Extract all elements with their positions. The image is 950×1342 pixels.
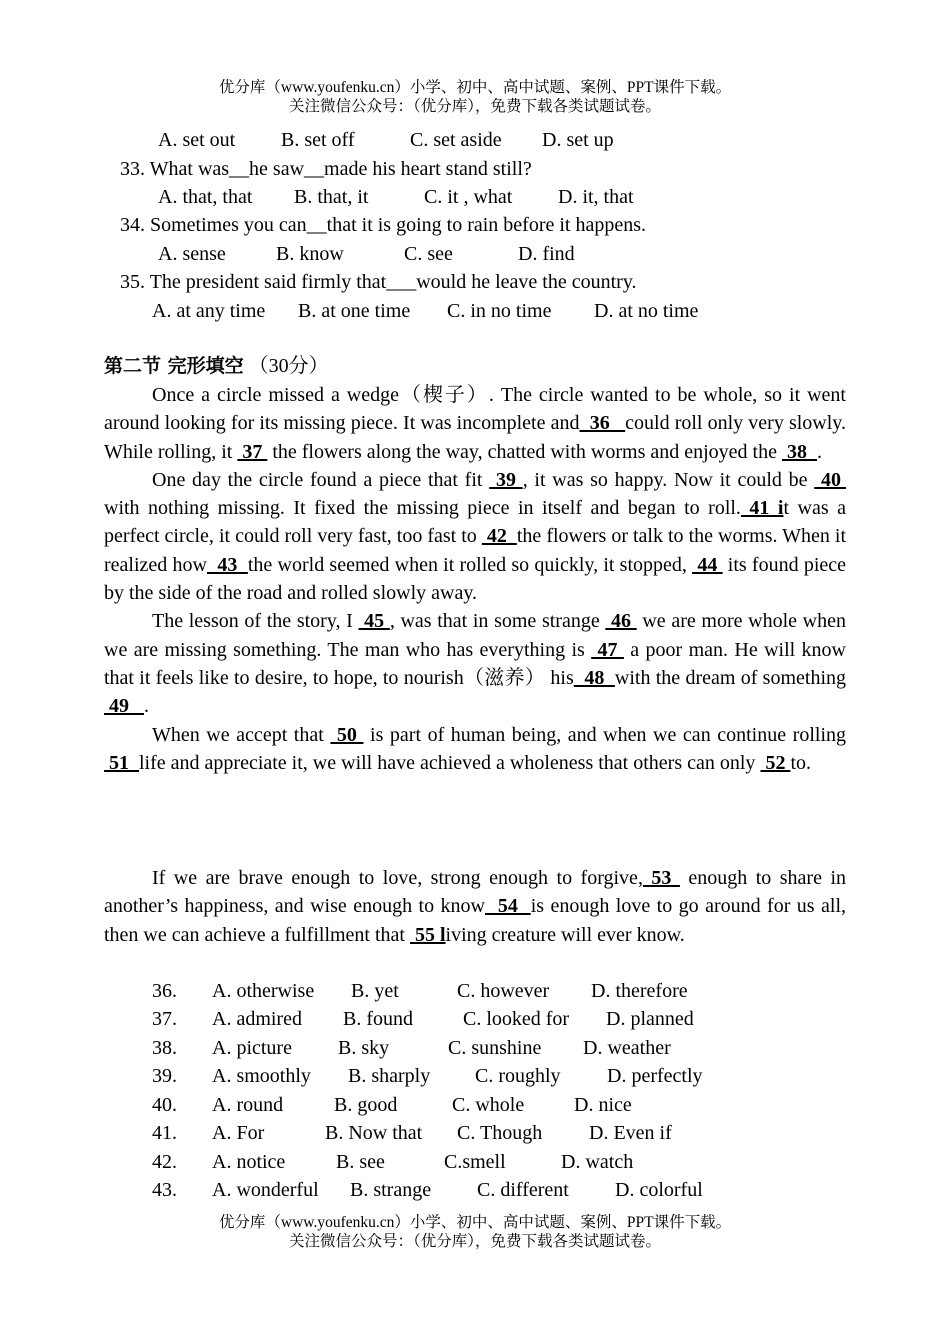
q35-option-c: C. in no time <box>447 300 552 322</box>
passage-paragraph-2 <box>104 466 846 607</box>
blank-36: 36 <box>579 412 626 435</box>
option-b: B. yet <box>351 980 399 1002</box>
passage-text: the world seemed when it rolled so quickly, it stopped, <box>247 553 693 576</box>
blank-44: 44 <box>692 553 723 576</box>
page-footer <box>0 1213 950 1251</box>
q33-option-a: A. that, that <box>158 186 253 208</box>
cloze-passage <box>104 381 846 777</box>
option-c: C. Though <box>457 1122 543 1144</box>
passage-paragraph-4 <box>104 721 846 778</box>
option-c: C. whole <box>452 1094 525 1116</box>
passage-text: is enough love to go around for us all, then we can achieve a fulfillment that <box>104 895 847 946</box>
blank-48: 48 <box>573 666 615 689</box>
option-a: A. otherwise <box>212 980 315 1002</box>
question-35-stem: 35. The president said firmly that___would he leave the country. <box>120 271 637 293</box>
blank-40: 40 <box>814 468 847 491</box>
answer-number: 37. <box>152 1008 177 1030</box>
option-a: A. picture <box>212 1037 292 1059</box>
option-c: C.smell <box>444 1151 506 1173</box>
q35-option-b: B. at one time <box>298 300 411 322</box>
passage-text: , it was so happy. Now it could be <box>522 468 815 491</box>
passage-text: When we accept that <box>152 723 331 746</box>
option-a: A. notice <box>212 1151 286 1173</box>
passage-text: If we are brave enough to love, strong enough to forgive, <box>152 867 643 889</box>
blank-53: 53 <box>642 867 680 889</box>
blank-54: 54 <box>484 895 531 918</box>
passage-text: a poor man. He will know that it feels like to desire, to hope, to nourish（滋养） his <box>104 638 847 689</box>
answer-number: 41. <box>152 1122 177 1144</box>
blank-52: 52 <box>760 751 791 774</box>
option-b: B. sharply <box>348 1065 431 1087</box>
passage-text: enough to share in another’s happiness, and wise enough to know <box>104 867 847 918</box>
option-b: B. Now that <box>325 1122 423 1144</box>
passage-text: with the dream of something <box>614 666 846 689</box>
passage-text: Once a circle missed a wedge（楔子）. The circle wanted to be whole, so it went around looking for its missing piece. It was incomplete and <box>104 384 846 435</box>
passage-text: , was that in some strange <box>389 610 606 633</box>
option-c: C. sunshine <box>448 1037 542 1059</box>
q33-option-b: B. that, it <box>294 186 369 208</box>
answer-number: 42. <box>152 1151 177 1173</box>
section-title <box>104 352 329 380</box>
option-c: C. however <box>457 980 550 1002</box>
answer-number: 39. <box>152 1065 177 1087</box>
answer-number: 43. <box>152 1179 177 1201</box>
option-d: D. watch <box>561 1151 634 1173</box>
blank-41: 41 i <box>740 497 784 520</box>
passage-paragraph-5 <box>104 864 846 949</box>
option-a: A. wonderful <box>212 1179 319 1201</box>
q32-option-a: A. set out <box>158 129 236 151</box>
option-d: D. Even if <box>589 1122 672 1144</box>
blank-51: 51 <box>104 751 139 774</box>
q34-option-a: A. sense <box>158 243 226 265</box>
blank-46: 46 <box>605 610 637 633</box>
option-b: B. sky <box>338 1037 390 1059</box>
passage-text: we are more whole when we are missing something. The man who has everything is <box>104 610 846 661</box>
option-c: C. roughly <box>475 1065 561 1087</box>
q34-option-b: B. know <box>276 243 344 265</box>
q35-option-d: D. at no time <box>594 300 699 322</box>
q35-option-a: A. at any time <box>152 300 266 322</box>
passage-text: to. <box>790 751 811 774</box>
question-33-stem: 33. What was__he saw__made his heart stand still? <box>120 158 532 180</box>
header-line-1: 优分库（www.youfenku.cn）小学、初中、高中试题、案例、PPT课件下载。 <box>218 79 732 96</box>
passage-text: iving creature will ever know. <box>445 923 685 946</box>
option-a: A. For <box>212 1122 265 1144</box>
passage-text: life and appreciate it, we will have achieved a wholeness that others can only <box>139 751 761 774</box>
blank-55: 55 l <box>409 923 446 946</box>
option-b: B. see <box>336 1151 385 1173</box>
option-a: A. admired <box>212 1008 302 1030</box>
blank-37: 37 <box>237 440 268 463</box>
q34-option-c: C. see <box>404 243 453 265</box>
blank-45: 45 <box>358 610 390 633</box>
q32-option-b: B. set off <box>281 129 355 151</box>
blank-39: 39 <box>489 468 523 491</box>
cloze-passage-continued <box>104 864 846 949</box>
answer-number: 38. <box>152 1037 177 1059</box>
blank-38: 38 <box>781 440 817 463</box>
option-c: C. different <box>477 1179 569 1201</box>
passage-text: its found piece by the side of the road and rolled slowly away. <box>104 553 847 605</box>
blank-47: 47 <box>591 638 624 661</box>
option-b: B. good <box>334 1094 398 1116</box>
answer-number: 40. <box>152 1094 177 1116</box>
footer-line-2: 关注微信公众号：（优分库），免费下载各类试题试卷。 <box>288 1233 661 1250</box>
option-b: B. strange <box>350 1179 432 1201</box>
option-b: B. found <box>343 1008 413 1030</box>
answer-number: 36. <box>152 980 177 1002</box>
section-score: （30分） <box>248 355 329 377</box>
blank-49: 49 <box>104 695 144 718</box>
option-d: D. perfectly <box>607 1065 703 1087</box>
passage-text: One day the circle found a piece that fit <box>152 468 490 491</box>
question-34-stem: 34. Sometimes you can__that it is going to rain before it happens. <box>120 214 647 236</box>
q34-option-d: D. find <box>518 243 575 265</box>
passage-paragraph-1 <box>104 381 846 466</box>
passage-text: . <box>816 440 822 463</box>
q32-option-c: C. set aside <box>410 129 502 151</box>
blank-50: 50 <box>330 723 364 746</box>
passage-text: t was a perfect circle, it could roll very fast, too fast to <box>104 497 846 548</box>
option-a: A. round <box>212 1094 284 1116</box>
passage-text: could roll only very slowly. While rolling, it <box>104 412 846 463</box>
q33-option-c: C. it , what <box>424 186 513 208</box>
option-d: D. nice <box>574 1094 632 1116</box>
passage-text: The lesson of the story, I <box>152 610 359 633</box>
option-c: C. looked for <box>463 1008 570 1030</box>
option-d: D. colorful <box>615 1179 703 1201</box>
option-d: D. planned <box>606 1008 694 1030</box>
passage-paragraph-3 <box>104 607 846 720</box>
q32-option-d: D. set up <box>542 129 614 151</box>
blank-42: 42 <box>481 525 517 548</box>
passage-text: with nothing missing. It fixed the missing piece in itself and began to roll. <box>104 497 741 520</box>
header-line-2: 关注微信公众号：（优分库），免费下载各类试题试卷。 <box>288 98 661 115</box>
section-title-text: 第二节 完形填空 <box>104 355 244 377</box>
option-d: D. weather <box>583 1037 671 1059</box>
q33-option-d: D. it, that <box>558 186 634 208</box>
passage-text: is part of human being, and when we can continue rolling <box>363 723 846 746</box>
footer-line-1: 优分库（www.youfenku.cn）小学、初中、高中试题、案例、PPT课件下载。 <box>218 1214 732 1231</box>
option-a: A. smoothly <box>212 1065 311 1087</box>
page-header <box>0 78 950 116</box>
blank-43: 43 <box>206 553 248 576</box>
passage-text: . <box>144 695 149 718</box>
passage-text: the flowers or talk to the worms. When it realized how <box>104 525 847 576</box>
option-d: D. therefore <box>591 980 688 1002</box>
passage-text: the flowers along the way, chatted with worms and enjoyed the <box>267 440 782 463</box>
